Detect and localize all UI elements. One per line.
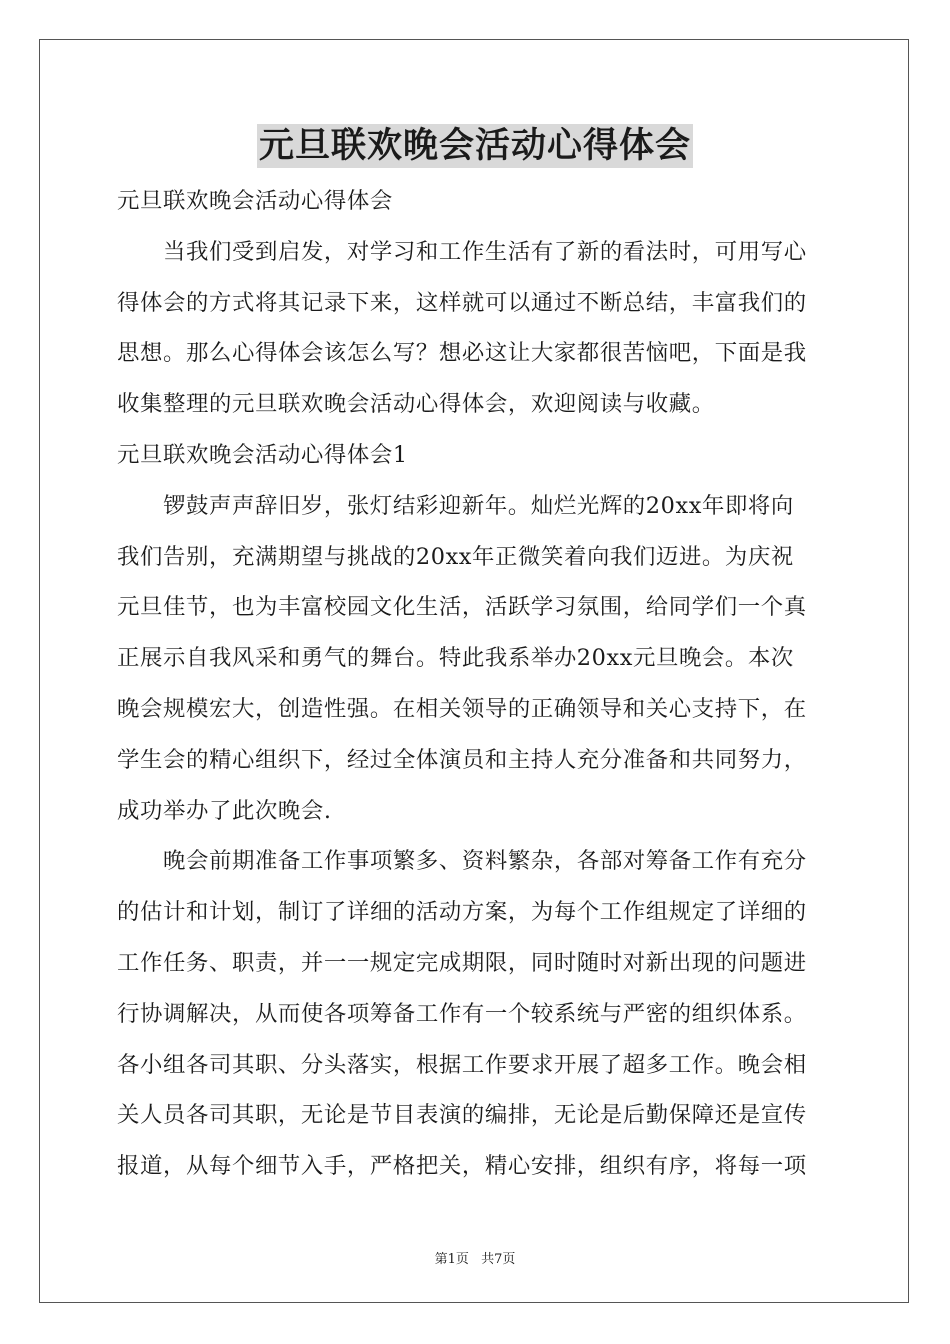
- text-line: 元旦联欢晚会活动心得体会1: [117, 441, 408, 468]
- text-line: 元旦佳节，也为丰富校园文化生活，活跃学习氛围，给同学们一个真: [117, 594, 807, 621]
- title-wrap: [117, 124, 833, 176]
- page-number: 第1页: [434, 1252, 469, 1267]
- text-line: 工作任务、职责，并一一规定完成期限，同时随时对新出现的问题进: [117, 949, 807, 976]
- text-line: 思想。那么心得体会该怎么写？想必这让大家都很苦恼吧，下面是我: [117, 340, 807, 367]
- text-line: 锣鼓声声辞旧岁，张灯结彩迎新年。灿烂光辉的20xx年即将向: [163, 492, 794, 519]
- text-line: 正展示自我风采和勇气的舞台。特此我系举办20xx元旦晚会。本次: [117, 645, 794, 672]
- text-line: 各小组各司其职、分头落实，根据工作要求开展了超多工作。晚会相: [117, 1051, 807, 1078]
- text-line: 当我们受到启发，对学习和工作生活有了新的看法时，可用写心: [163, 238, 807, 265]
- text-line: 晚会规模宏大，创造性强。在相关领导的正确领导和关心支持下，在: [117, 695, 807, 722]
- text-line: 关人员各司其职，无论是节目表演的编排，无论是后勤保障还是宣传: [117, 1102, 807, 1129]
- text-line: 行协调解决，从而使各项筹备工作有一个较系统与严密的组织体系。: [117, 1000, 807, 1027]
- page-total: 共7页: [481, 1252, 516, 1267]
- document-body: [117, 124, 833, 1192]
- text-line: 收集整理的元旦联欢晚会活动心得体会，欢迎阅读与收藏。: [117, 391, 715, 418]
- text-line: 成功举办了此次晚会.: [117, 797, 332, 824]
- document-title: 元旦联欢晚会活动心得体会: [258, 125, 691, 166]
- text-line: 晚会前期准备工作事项繁多、资料繁杂，各部对筹备工作有充分: [163, 848, 807, 875]
- text-line: 元旦联欢晚会活动心得体会: [117, 188, 393, 214]
- text-line: 学生会的精心组织下，经过全体演员和主持人充分准备和共同努力，: [117, 746, 807, 773]
- text-line: 得体会的方式将其记录下来，这样就可以通过不断总结，丰富我们的: [117, 289, 807, 316]
- text-line: 我们告别，充满期望与挑战的20xx年正微笑着向我们迈进。为庆祝: [117, 543, 794, 570]
- page-footer: [0, 1248, 950, 1267]
- text-line: 报道，从每个细节入手，严格把关，精心安排，组织有序，将每一项: [117, 1153, 807, 1180]
- text-line: 的估计和计划，制订了详细的活动方案，为每个工作组规定了详细的: [117, 899, 807, 926]
- text-lines: [117, 176, 833, 1192]
